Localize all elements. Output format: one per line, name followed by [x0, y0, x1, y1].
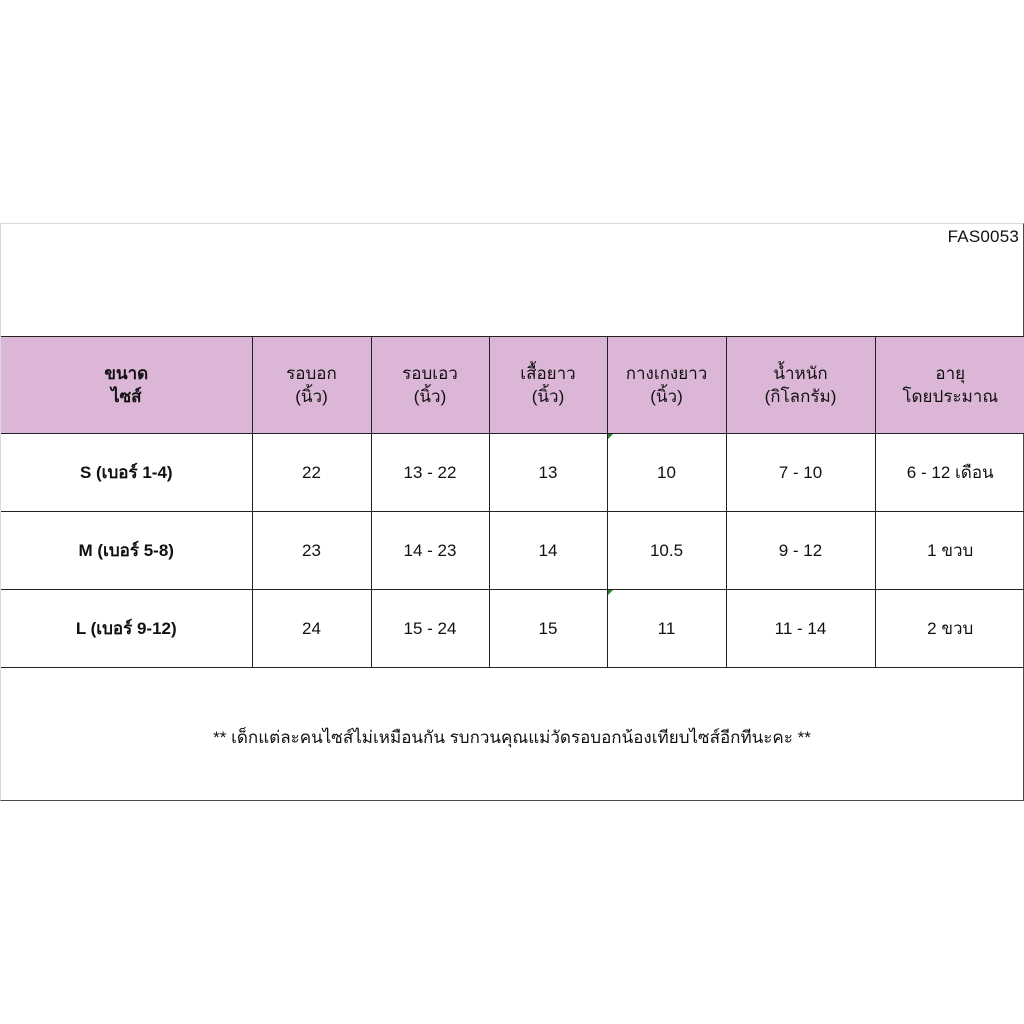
header-weight: น้ำหนัก (กิโลกรัม): [726, 337, 875, 434]
header-chest: รอบอก (นิ้ว): [252, 337, 371, 434]
chest-cell: 22: [252, 434, 371, 512]
waist-cell: 13 - 22: [371, 434, 489, 512]
pants-length-cell: 11: [607, 590, 726, 668]
age-cell: 2 ขวบ: [875, 590, 1024, 668]
waist-cell: 14 - 23: [371, 512, 489, 590]
table-row-s: [1, 434, 1024, 512]
header-size: ขนาด ไซส์: [1, 337, 252, 434]
age-cell: 1 ขวบ: [875, 512, 1024, 590]
chest-cell: 23: [252, 512, 371, 590]
waist-cell: 15 - 24: [371, 590, 489, 668]
shirt-length-cell: 13: [489, 434, 607, 512]
weight-cell: 11 - 14: [726, 590, 875, 668]
pants-length-cell: 10.5: [607, 512, 726, 590]
size-table: [1, 336, 1024, 668]
shirt-length-cell: 14: [489, 512, 607, 590]
header-pants-length: กางเกงยาว (นิ้ว): [607, 337, 726, 434]
measurement-footnote: ** เด็กแต่ละคนไซส์ไม่เหมือนกัน รบกวนคุณแม่วัดรอบอกน้องเทียบไซส์อีกทีนะคะ **: [213, 728, 811, 747]
header-age: อายุ โดยประมาณ: [875, 337, 1024, 434]
size-cell: M (เบอร์ 5-8): [1, 512, 252, 590]
header-shirt-length: เสื้อยาว (นิ้ว): [489, 337, 607, 434]
weight-cell: 7 - 10: [726, 434, 875, 512]
weight-cell: 9 - 12: [726, 512, 875, 590]
shirt-length-cell: 15: [489, 590, 607, 668]
product-code: FAS0053: [947, 227, 1019, 246]
table-row-m: [1, 512, 1024, 590]
size-chart-sheet: [0, 223, 1024, 801]
table-header-row: [1, 337, 1024, 434]
size-cell: S (เบอร์ 1-4): [1, 434, 252, 512]
pants-length-cell: 10: [607, 434, 726, 512]
header-waist: รอบเอว (นิ้ว): [371, 337, 489, 434]
chest-cell: 24: [252, 590, 371, 668]
age-cell: 6 - 12 เดือน: [875, 434, 1024, 512]
table-row-l: [1, 590, 1024, 668]
size-cell: L (เบอร์ 9-12): [1, 590, 252, 668]
